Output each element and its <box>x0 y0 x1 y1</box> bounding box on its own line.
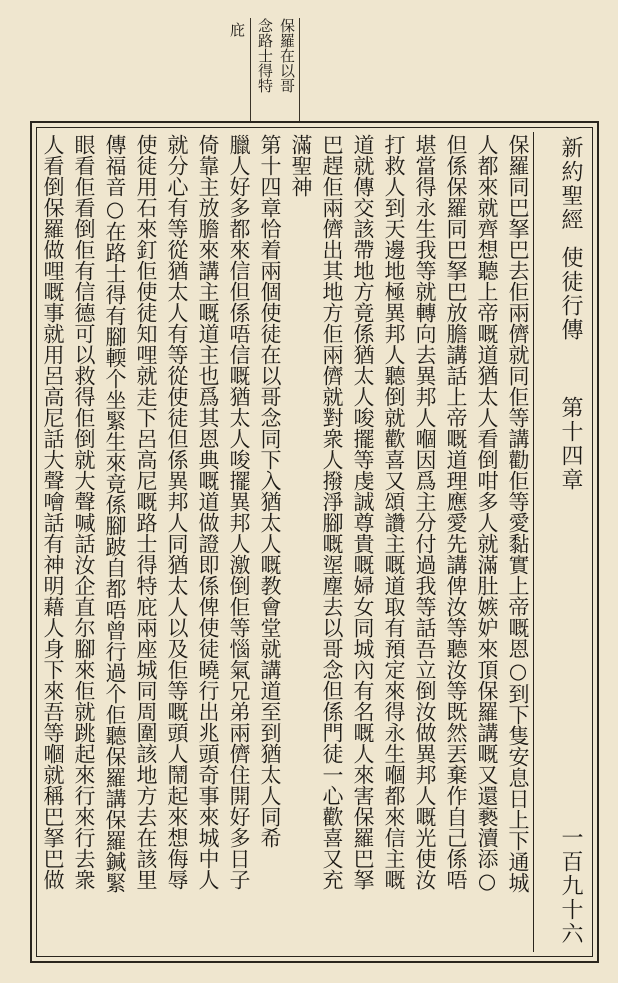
book-subtitle: 使徒行傳 <box>558 246 583 342</box>
text-line: 使徒用石來釘佢使徒知哩就走下呂高尼嘅路士得特庇兩座城同周圍該地方去在該里 <box>134 134 158 890</box>
page-number: 一百九十六 <box>558 826 583 946</box>
text-line: 滿聖神 <box>289 134 313 197</box>
text-line: 人都來就齊想聽上帝嘅道猶太人看倒咁多人就滿肚嫉妒來頂保羅講嘅又還褻瀆添○ <box>475 134 499 893</box>
note-tail: 庇 <box>228 22 246 37</box>
header-divider <box>533 132 534 952</box>
text-line: 人看倒保羅做哩嘅事就用呂高尼話大聲噲話有神明藉人身下來吾等嗰就稱巴拏巴做 <box>41 134 65 890</box>
note-column-1: 保羅在以哥 <box>278 18 296 93</box>
text-line: 倚靠主放膽來講主嘅道主也爲其恩典嘅道做證即係俾使徒曉行出兆頭奇事來城中人 <box>196 134 220 890</box>
text-line: 道就傳交該帶地方竟係猶太人唆擺等虔誠尊貴嘅婦女同城內有名嘅人來害保羅巴拏 <box>351 134 375 890</box>
page-header <box>538 136 582 946</box>
text-line: 就分心有等從猶太人有等從使徒但係異邦人同猶太人以及佢等嘅頭人鬧起來想侮辱 <box>165 134 189 890</box>
body-text <box>43 134 530 948</box>
book-title: 新約聖經 <box>558 136 583 232</box>
text-line: 但係保羅同巴拏巴放膽講話上帝嘅道理應愛先講俾汝等聽汝等既然丟棄作自己係唔 <box>444 134 468 890</box>
text-line: 堪當得永生我等就轉向去異邦人嗰因爲主分付過我等話吾立倒汝做異邦人嘅光使汝 <box>413 134 437 890</box>
text-line: 傳福音○在路士得有腳輭个坐緊生來竟係腳跛自都唔曾行過个佢聽保羅講保羅鍼緊 <box>103 134 127 893</box>
text-frame-inner <box>36 127 593 957</box>
text-line: 眼看佢看倒佢有信德可以救得佢倒就大聲喊話汝企直尔腳來佢就跳起來行來行去衆 <box>72 134 96 890</box>
text-line: 打救人到天邊地極異邦人聽倒就歡喜又頌讚主嘅道取有預定來得永生嗰都來信主嘅 <box>382 134 406 890</box>
text-line: 保羅同巴拏巴去佢兩儕就同佢等講勸佢等愛黏實上帝嘅恩○到下隻安息日上下通城 <box>506 134 530 893</box>
chapter-start-line: 第十四章恰着兩個使徒在以哥念同下入猶太人嘅教會堂就講道至到猶太人同希 <box>258 134 282 848</box>
note-column-2: 念路士得特 <box>256 18 274 93</box>
text-line: 臘人好多都來信但係唔信嘅猶太人唆擺異邦人激倒佢等惱氣兄弟兩儕住開好多日子 <box>227 134 251 890</box>
text-line: 巴趕佢兩儕出其地方佢兩儕就對衆人撥淨腳嘅埿塵去以哥念但係門徒一心歡喜又充 <box>320 134 344 890</box>
chapter-heading: 第十四章 <box>558 396 583 492</box>
running-note <box>250 18 300 126</box>
text-frame <box>30 121 599 963</box>
